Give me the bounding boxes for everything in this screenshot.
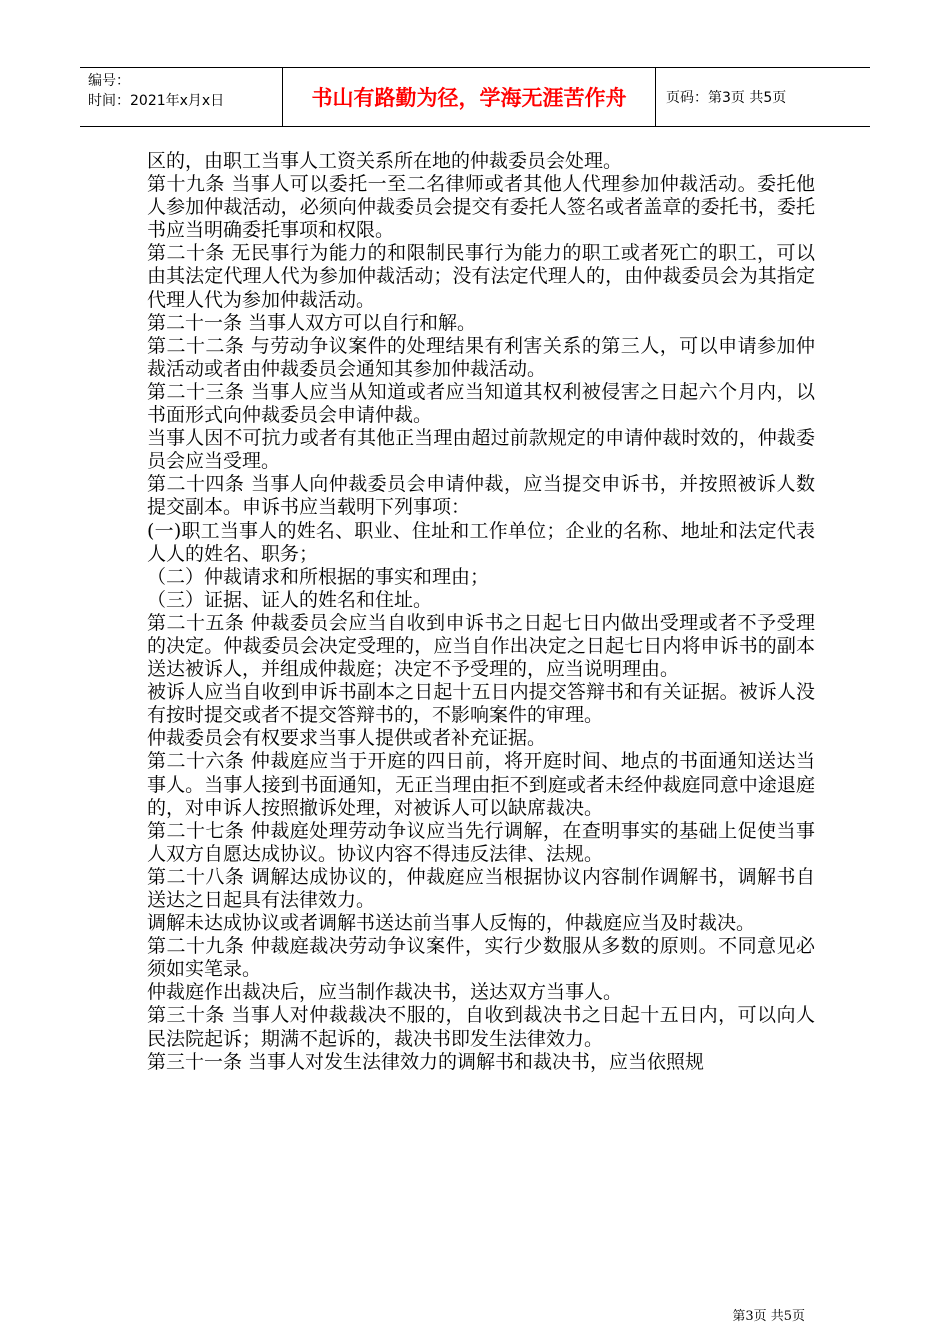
paragraph: 第二十九条 仲裁庭裁决劳动争议案件，实行少数服从多数的原则。不同意见必须如实笔录。 <box>147 935 815 981</box>
paragraph: 第二十六条 仲裁庭应当于开庭的四日前，将开庭时间、地点的书面通知送达当事人。当事人接到书面通知，无正当理由拒不到庭或者未经仲裁庭同意中途退庭的，对申诉人按照撤诉处理，对被诉人可以缺席裁决。 <box>147 750 815 819</box>
paragraph: 第二十三条 当事人应当从知道或者应当知道其权利被侵害之日起六个月内，以书面形式向仲裁委员会申请仲裁。 <box>147 380 815 427</box>
paragraph: 仲裁庭作出裁决后，应当制作裁决书，送达双方当事人。 <box>147 981 623 1004</box>
paragraph: 第二十五条 仲裁委员会应当自收到申诉书之日起七日内做出受理或者不予受理的决定。仲裁委员会决定受理的，应当自作出决定之日起七日内将申诉书的副本送达被诉人，并组成仲裁庭；决定不予受理的，应当说明理由。 <box>147 611 815 681</box>
paragraph: 当事人因不可抗力或者有其他正当理由超过前款规定的申请仲裁时效的，仲裁委员会应当受理。 <box>147 427 815 473</box>
body-text <box>147 150 815 1074</box>
paragraph: 第三十条 当事人对仲裁裁决不服的，自收到裁决书之日起十五日内，可以向人民法院起诉；期满不起诉的，裁决书即发生法律效力。 <box>147 1004 815 1050</box>
paragraph: 调解未达成协议或者调解书送达前当事人反悔的，仲裁庭应当及时裁决。 <box>147 912 756 935</box>
paragraph: 被诉人应当自收到申诉书副本之日起十五日内提交答辩书和有关证据。被诉人没有按时提交或者不提交答辩书的，不影响案件的审理。 <box>147 681 815 727</box>
page-footer: 第3页 共5页 <box>732 1309 805 1324</box>
paragraph: (一)职工当事人的姓名、职业、住址和工作单位；企业的名称、地址和法定代表人人的姓名、职务； <box>147 519 815 565</box>
paragraph: 第二十八条 调解达成协议的，仲裁庭应当根据协议内容制作调解书，调解书自送达之日起具有法律效力。 <box>147 865 815 911</box>
page-header <box>80 67 870 127</box>
paragraph: （三）证据、证人的姓名和住址。 <box>147 588 433 611</box>
header-motto: 书山有路勤为径，学海无涯苦作舟 <box>283 68 656 126</box>
header-page-info: 页码：第3页 共5页 <box>666 90 787 106</box>
paragraph: （二）仲裁请求和所根据的事实和理由； <box>147 565 490 588</box>
paragraph: 第二十一条 当事人双方可以自行和解。 <box>147 311 477 334</box>
paragraph: 第二十七条 仲裁庭处理劳动争议应当先行调解，在查明事实的基础上促使当事人双方自愿达成协议。协议内容不得违反法律、法规。 <box>147 819 815 865</box>
time-line: 时间：2021年x月x日 <box>88 93 225 109</box>
code-label: 编号： <box>88 73 130 89</box>
paragraph: 第三十一条 当事人对发生法律效力的调解书和裁决书，应当依照规 <box>147 1050 705 1073</box>
paragraph: 区的，由职工当事人工资关系所在地的仲裁委员会处理。 <box>147 150 623 172</box>
paragraph: 第二十四条 当事人向仲裁委员会申请仲裁，应当提交申诉书，并按照被诉人数提交副本。申诉书应当载明下列事项： <box>147 473 815 519</box>
paragraph: 第二十条 无民事行为能力的和限制民事行为能力的职工或者死亡的职工，可以由其法定代理人代为参加仲裁活动；没有法定代理人的，由仲裁委员会为其指定代理人代为参加仲裁活动。 <box>147 242 815 311</box>
paragraph: 第十九条 当事人可以委托一至二名律师或者其他人代理参加仲裁活动。委托他人参加仲裁活动，必须向仲裁委员会提交有委托人签名或者盖章的委托书，委托书应当明确委托事项和权限。 <box>147 173 815 242</box>
paragraph: 仲裁委员会有权要求当事人提供或者补充证据。 <box>147 727 547 750</box>
header-meta <box>80 68 283 126</box>
paragraph: 第二十二条 与劳动争议案件的处理结果有利害关系的第三人，可以申请参加仲裁活动或者由仲裁委员会通知其参加仲裁活动。 <box>147 334 815 380</box>
